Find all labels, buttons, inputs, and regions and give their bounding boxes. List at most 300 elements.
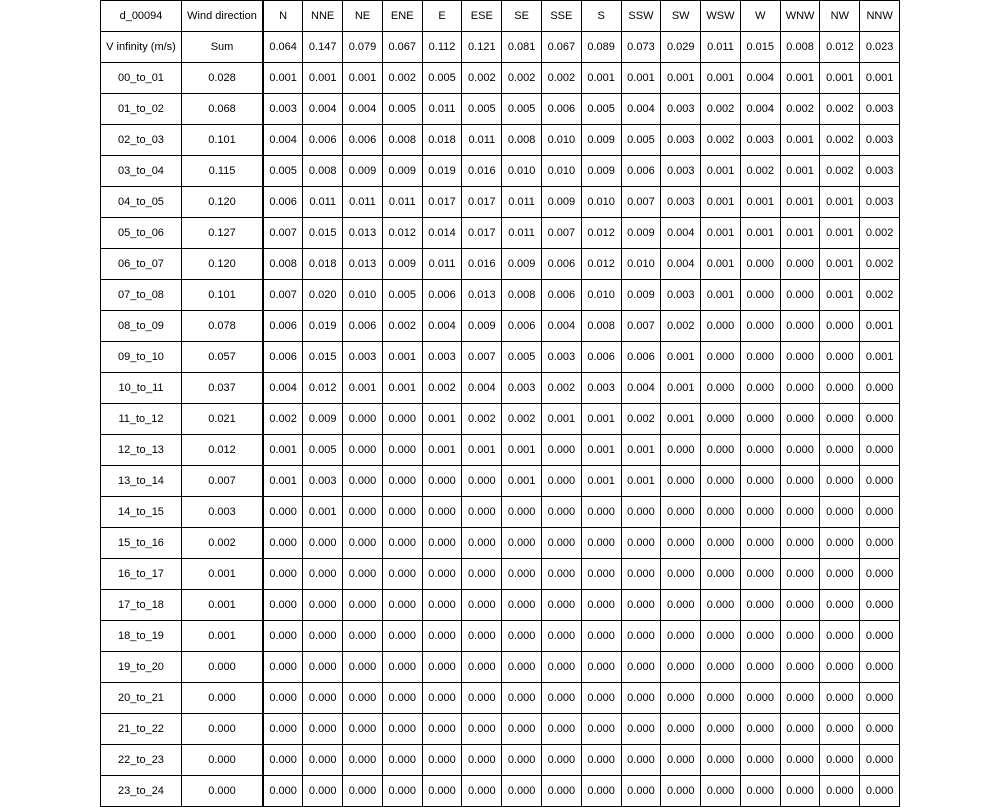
value-cell: 0.000 <box>422 559 462 590</box>
value-cell: 0.009 <box>343 156 383 187</box>
value-cell: 0.147 <box>303 32 343 63</box>
value-cell: 0.000 <box>263 745 303 776</box>
value-cell: 0.000 <box>462 745 502 776</box>
value-cell: 0.000 <box>701 745 741 776</box>
row-sum-cell: 0.021 <box>182 404 264 435</box>
value-cell: 0.006 <box>502 311 542 342</box>
value-cell: 0.000 <box>382 683 422 714</box>
value-cell: 0.006 <box>263 311 303 342</box>
row-sum-cell: 0.057 <box>182 342 264 373</box>
value-cell: 0.000 <box>581 559 621 590</box>
value-cell: 0.001 <box>661 404 701 435</box>
value-cell: 0.001 <box>343 373 383 404</box>
value-cell: 0.000 <box>621 683 661 714</box>
value-cell: 0.005 <box>621 125 661 156</box>
row-sum-cell: 0.000 <box>182 714 264 745</box>
value-cell: 0.011 <box>303 187 343 218</box>
value-cell: 0.001 <box>382 342 422 373</box>
value-cell: 0.008 <box>581 311 621 342</box>
value-cell: 0.000 <box>502 559 542 590</box>
value-cell: 0.001 <box>780 125 820 156</box>
table-row <box>101 621 900 652</box>
value-cell: 0.004 <box>621 94 661 125</box>
value-cell: 0.000 <box>422 652 462 683</box>
value-cell: 0.000 <box>740 249 780 280</box>
value-cell: 0.002 <box>820 125 860 156</box>
value-cell: 0.001 <box>422 435 462 466</box>
value-cell: 0.000 <box>581 621 621 652</box>
value-cell: 0.006 <box>343 125 383 156</box>
value-cell: 0.001 <box>701 63 741 94</box>
value-cell: 0.000 <box>860 373 900 404</box>
value-cell: 0.004 <box>263 373 303 404</box>
value-cell: 0.000 <box>343 497 383 528</box>
value-cell: 0.000 <box>303 528 343 559</box>
table-row <box>101 249 900 280</box>
value-cell: 0.000 <box>780 714 820 745</box>
value-cell: 0.000 <box>382 497 422 528</box>
value-cell: 0.000 <box>422 590 462 621</box>
value-cell: 0.009 <box>581 125 621 156</box>
value-cell: 0.000 <box>303 714 343 745</box>
value-cell: 0.000 <box>343 776 383 807</box>
value-cell: 0.008 <box>502 125 542 156</box>
value-cell: 0.001 <box>780 63 820 94</box>
value-cell: 0.002 <box>382 311 422 342</box>
value-cell: 0.017 <box>462 218 502 249</box>
value-cell: 0.006 <box>303 125 343 156</box>
value-cell: 0.000 <box>661 683 701 714</box>
value-cell: 0.001 <box>820 218 860 249</box>
value-cell: 0.000 <box>621 497 661 528</box>
value-cell: 0.012 <box>382 218 422 249</box>
value-cell: 0.000 <box>502 714 542 745</box>
value-cell: 0.001 <box>303 497 343 528</box>
value-cell: 0.000 <box>263 621 303 652</box>
value-cell: 0.003 <box>860 94 900 125</box>
value-cell: 0.000 <box>820 373 860 404</box>
value-cell: 0.000 <box>263 497 303 528</box>
value-cell: 0.004 <box>541 311 581 342</box>
value-cell: 0.000 <box>820 404 860 435</box>
value-cell: 0.018 <box>422 125 462 156</box>
row-sum-cell: 0.101 <box>182 125 264 156</box>
value-cell: 0.000 <box>581 497 621 528</box>
value-cell: 0.000 <box>621 559 661 590</box>
value-cell: 0.009 <box>621 218 661 249</box>
value-cell: 0.000 <box>263 559 303 590</box>
value-cell: 0.000 <box>621 745 661 776</box>
value-cell: 0.000 <box>541 497 581 528</box>
value-cell: 0.000 <box>661 497 701 528</box>
value-cell: 0.020 <box>303 280 343 311</box>
value-cell: 0.000 <box>541 621 581 652</box>
value-cell: 0.000 <box>541 714 581 745</box>
value-cell: 0.001 <box>820 249 860 280</box>
value-cell: 0.000 <box>780 745 820 776</box>
value-cell: 0.000 <box>701 652 741 683</box>
value-cell: 0.000 <box>343 745 383 776</box>
table-row <box>101 373 900 404</box>
row-sum-cell: 0.003 <box>182 497 264 528</box>
table-row <box>101 776 900 807</box>
value-cell: 0.000 <box>820 621 860 652</box>
value-cell: 0.006 <box>263 187 303 218</box>
value-cell: 0.000 <box>581 776 621 807</box>
value-cell: 0.000 <box>502 745 542 776</box>
value-cell: 0.001 <box>462 435 502 466</box>
value-cell: 0.009 <box>382 156 422 187</box>
table-row <box>101 187 900 218</box>
row-sum-cell: 0.068 <box>182 94 264 125</box>
value-cell: 0.000 <box>701 528 741 559</box>
value-cell: 0.000 <box>382 652 422 683</box>
value-cell: 0.001 <box>502 466 542 497</box>
value-cell: 0.006 <box>581 342 621 373</box>
value-cell: 0.000 <box>780 342 820 373</box>
wind-table-container <box>100 0 900 807</box>
row-sum-cell: 0.000 <box>182 776 264 807</box>
value-cell: 0.000 <box>780 528 820 559</box>
value-cell: 0.000 <box>541 559 581 590</box>
table-row <box>101 528 900 559</box>
value-cell: 0.000 <box>661 745 701 776</box>
header-cell-ese: ESE <box>462 1 502 32</box>
row-sum-cell: 0.127 <box>182 218 264 249</box>
value-cell: 0.009 <box>502 249 542 280</box>
value-cell: 0.005 <box>382 94 422 125</box>
value-cell: 0.000 <box>343 590 383 621</box>
header-cell-s: S <box>581 1 621 32</box>
table-row <box>101 559 900 590</box>
value-cell: 0.015 <box>303 342 343 373</box>
value-cell: 0.010 <box>502 156 542 187</box>
value-cell: 0.000 <box>860 404 900 435</box>
value-cell: 0.000 <box>780 683 820 714</box>
value-cell: 0.018 <box>303 249 343 280</box>
value-cell: 0.005 <box>502 342 542 373</box>
value-cell: 0.001 <box>502 435 542 466</box>
value-cell: 0.000 <box>860 714 900 745</box>
value-cell: 0.000 <box>382 404 422 435</box>
row-sum-cell: 0.120 <box>182 249 264 280</box>
value-cell: 0.003 <box>661 280 701 311</box>
value-cell: 0.000 <box>740 435 780 466</box>
value-cell: 0.017 <box>462 187 502 218</box>
value-cell: 0.000 <box>343 683 383 714</box>
value-cell: 0.001 <box>780 187 820 218</box>
value-cell: 0.012 <box>303 373 343 404</box>
value-cell: 0.000 <box>343 404 383 435</box>
value-cell: 0.001 <box>343 63 383 94</box>
value-cell: 0.000 <box>701 404 741 435</box>
value-cell: 0.000 <box>382 559 422 590</box>
value-cell: 0.000 <box>701 590 741 621</box>
row-label-cell: V infinity (m/s) <box>101 32 182 63</box>
value-cell: 0.000 <box>462 466 502 497</box>
value-cell: 0.000 <box>820 559 860 590</box>
value-cell: 0.000 <box>780 497 820 528</box>
value-cell: 0.000 <box>263 714 303 745</box>
header-cell-sse: SSE <box>541 1 581 32</box>
value-cell: 0.004 <box>422 311 462 342</box>
value-cell: 0.000 <box>780 559 820 590</box>
value-cell: 0.002 <box>462 63 502 94</box>
value-cell: 0.001 <box>740 187 780 218</box>
table-row <box>101 32 900 63</box>
value-cell: 0.001 <box>621 466 661 497</box>
value-cell: 0.000 <box>581 528 621 559</box>
value-cell: 0.001 <box>701 156 741 187</box>
row-sum-cell: 0.120 <box>182 187 264 218</box>
value-cell: 0.002 <box>462 404 502 435</box>
value-cell: 0.004 <box>303 94 343 125</box>
row-sum-cell: 0.115 <box>182 156 264 187</box>
value-cell: 0.000 <box>740 497 780 528</box>
value-cell: 0.000 <box>740 528 780 559</box>
value-cell: 0.013 <box>343 249 383 280</box>
value-cell: 0.000 <box>303 745 343 776</box>
table-row <box>101 63 900 94</box>
value-cell: 0.000 <box>701 621 741 652</box>
value-cell: 0.001 <box>780 156 820 187</box>
value-cell: 0.081 <box>502 32 542 63</box>
value-cell: 0.000 <box>661 590 701 621</box>
value-cell: 0.000 <box>422 466 462 497</box>
value-cell: 0.000 <box>541 528 581 559</box>
value-cell: 0.007 <box>263 280 303 311</box>
value-cell: 0.000 <box>303 559 343 590</box>
value-cell: 0.001 <box>740 218 780 249</box>
value-cell: 0.000 <box>820 497 860 528</box>
value-cell: 0.000 <box>740 745 780 776</box>
value-cell: 0.008 <box>502 280 542 311</box>
value-cell: 0.000 <box>462 497 502 528</box>
value-cell: 0.001 <box>820 63 860 94</box>
value-cell: 0.011 <box>502 187 542 218</box>
value-cell: 0.003 <box>661 94 701 125</box>
value-cell: 0.000 <box>343 621 383 652</box>
value-cell: 0.000 <box>382 776 422 807</box>
value-cell: 0.001 <box>780 218 820 249</box>
value-cell: 0.003 <box>541 342 581 373</box>
value-cell: 0.000 <box>382 528 422 559</box>
value-cell: 0.000 <box>820 776 860 807</box>
value-cell: 0.002 <box>422 373 462 404</box>
header-cell-e: E <box>422 1 462 32</box>
value-cell: 0.010 <box>581 187 621 218</box>
value-cell: 0.015 <box>303 218 343 249</box>
table-row <box>101 714 900 745</box>
value-cell: 0.000 <box>780 373 820 404</box>
value-cell: 0.079 <box>343 32 383 63</box>
value-cell: 0.007 <box>462 342 502 373</box>
value-cell: 0.002 <box>263 404 303 435</box>
value-cell: 0.000 <box>621 776 661 807</box>
value-cell: 0.000 <box>541 683 581 714</box>
value-cell: 0.000 <box>701 435 741 466</box>
value-cell: 0.000 <box>780 311 820 342</box>
value-cell: 0.000 <box>740 311 780 342</box>
value-cell: 0.000 <box>701 311 741 342</box>
value-cell: 0.001 <box>263 435 303 466</box>
value-cell: 0.000 <box>740 590 780 621</box>
header-cell-w: W <box>740 1 780 32</box>
value-cell: 0.003 <box>303 466 343 497</box>
value-cell: 0.000 <box>541 466 581 497</box>
row-sum-cell: 0.000 <box>182 745 264 776</box>
value-cell: 0.000 <box>502 528 542 559</box>
row-sum-cell: Sum <box>182 32 264 63</box>
row-label-cell: 05_to_06 <box>101 218 182 249</box>
value-cell: 0.000 <box>382 435 422 466</box>
table-row <box>101 590 900 621</box>
value-cell: 0.010 <box>581 280 621 311</box>
row-label-cell: 15_to_16 <box>101 528 182 559</box>
value-cell: 0.001 <box>860 311 900 342</box>
value-cell: 0.009 <box>581 156 621 187</box>
value-cell: 0.001 <box>860 63 900 94</box>
value-cell: 0.000 <box>661 435 701 466</box>
row-label-cell: 22_to_23 <box>101 745 182 776</box>
value-cell: 0.000 <box>740 776 780 807</box>
value-cell: 0.005 <box>422 63 462 94</box>
header-cell-ssw: SSW <box>621 1 661 32</box>
header-cell-ne: NE <box>343 1 383 32</box>
value-cell: 0.004 <box>740 94 780 125</box>
value-cell: 0.000 <box>422 497 462 528</box>
value-cell: 0.016 <box>462 156 502 187</box>
value-cell: 0.000 <box>661 528 701 559</box>
value-cell: 0.019 <box>422 156 462 187</box>
table-row <box>101 218 900 249</box>
value-cell: 0.017 <box>422 187 462 218</box>
value-cell: 0.121 <box>462 32 502 63</box>
value-cell: 0.003 <box>661 125 701 156</box>
value-cell: 0.000 <box>820 342 860 373</box>
value-cell: 0.000 <box>581 714 621 745</box>
value-cell: 0.002 <box>820 156 860 187</box>
value-cell: 0.000 <box>502 497 542 528</box>
value-cell: 0.029 <box>661 32 701 63</box>
value-cell: 0.000 <box>740 342 780 373</box>
value-cell: 0.006 <box>621 342 661 373</box>
value-cell: 0.000 <box>820 652 860 683</box>
value-cell: 0.001 <box>303 63 343 94</box>
header-cell-n: N <box>263 1 303 32</box>
value-cell: 0.006 <box>343 311 383 342</box>
value-cell: 0.019 <box>303 311 343 342</box>
value-cell: 0.010 <box>541 125 581 156</box>
table-row <box>101 497 900 528</box>
value-cell: 0.009 <box>462 311 502 342</box>
table-body <box>101 1 900 807</box>
header-cell-sw: SW <box>661 1 701 32</box>
value-cell: 0.003 <box>860 156 900 187</box>
header-cell-wind-direction: Wind direction <box>182 1 264 32</box>
row-sum-cell: 0.001 <box>182 590 264 621</box>
value-cell: 0.000 <box>740 714 780 745</box>
value-cell: 0.013 <box>343 218 383 249</box>
value-cell: 0.006 <box>621 156 661 187</box>
value-cell: 0.015 <box>740 32 780 63</box>
value-cell: 0.000 <box>780 249 820 280</box>
value-cell: 0.003 <box>422 342 462 373</box>
value-cell: 0.001 <box>621 63 661 94</box>
value-cell: 0.012 <box>581 249 621 280</box>
row-label-cell: 16_to_17 <box>101 559 182 590</box>
table-row <box>101 435 900 466</box>
value-cell: 0.001 <box>701 249 741 280</box>
value-cell: 0.000 <box>343 528 383 559</box>
value-cell: 0.005 <box>462 94 502 125</box>
value-cell: 0.011 <box>422 249 462 280</box>
value-cell: 0.000 <box>860 683 900 714</box>
value-cell: 0.000 <box>382 590 422 621</box>
value-cell: 0.000 <box>780 404 820 435</box>
row-label-cell: 14_to_15 <box>101 497 182 528</box>
wind-speed-direction-table <box>100 0 900 807</box>
header-cell-id: d_00094 <box>101 1 182 32</box>
row-label-cell: 06_to_07 <box>101 249 182 280</box>
value-cell: 0.000 <box>343 652 383 683</box>
value-cell: 0.002 <box>502 404 542 435</box>
value-cell: 0.012 <box>581 218 621 249</box>
row-sum-cell: 0.000 <box>182 652 264 683</box>
header-cell-nne: NNE <box>303 1 343 32</box>
value-cell: 0.004 <box>661 249 701 280</box>
row-label-cell: 11_to_12 <box>101 404 182 435</box>
value-cell: 0.000 <box>541 590 581 621</box>
value-cell: 0.008 <box>382 125 422 156</box>
table-row <box>101 311 900 342</box>
value-cell: 0.002 <box>541 373 581 404</box>
value-cell: 0.004 <box>621 373 661 404</box>
value-cell: 0.000 <box>780 621 820 652</box>
row-sum-cell: 0.007 <box>182 466 264 497</box>
value-cell: 0.000 <box>820 590 860 621</box>
row-label-cell: 02_to_03 <box>101 125 182 156</box>
value-cell: 0.005 <box>502 94 542 125</box>
value-cell: 0.067 <box>541 32 581 63</box>
value-cell: 0.000 <box>422 745 462 776</box>
header-cell-nw: NW <box>820 1 860 32</box>
value-cell: 0.000 <box>422 683 462 714</box>
value-cell: 0.000 <box>780 590 820 621</box>
row-sum-cell: 0.078 <box>182 311 264 342</box>
table-row <box>101 466 900 497</box>
value-cell: 0.000 <box>581 683 621 714</box>
value-cell: 0.004 <box>740 63 780 94</box>
value-cell: 0.003 <box>740 125 780 156</box>
value-cell: 0.000 <box>860 745 900 776</box>
value-cell: 0.000 <box>740 280 780 311</box>
value-cell: 0.000 <box>541 652 581 683</box>
value-cell: 0.000 <box>661 776 701 807</box>
header-cell-wnw: WNW <box>780 1 820 32</box>
value-cell: 0.000 <box>502 621 542 652</box>
value-cell: 0.000 <box>820 745 860 776</box>
table-row <box>101 125 900 156</box>
value-cell: 0.003 <box>860 125 900 156</box>
value-cell: 0.009 <box>303 404 343 435</box>
value-cell: 0.000 <box>462 528 502 559</box>
value-cell: 0.000 <box>263 776 303 807</box>
value-cell: 0.001 <box>263 466 303 497</box>
value-cell: 0.000 <box>701 373 741 404</box>
value-cell: 0.001 <box>820 187 860 218</box>
value-cell: 0.000 <box>701 342 741 373</box>
